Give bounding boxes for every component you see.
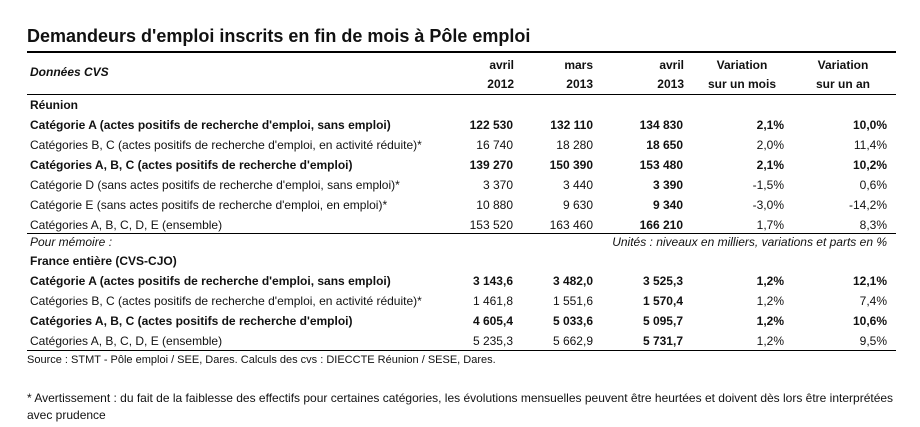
header-col-3: avril 2013 [657, 58, 684, 91]
row-label: Catégories A, B, C (actes positifs de recherche d'emploi) [30, 314, 353, 328]
row-value-1: 1 461,8 [472, 294, 513, 308]
row-value-5: 10,2% [852, 158, 887, 172]
table-row [30, 291, 890, 311]
table-row [30, 115, 890, 135]
row-value-3: 1 570,4 [642, 294, 683, 308]
row-value-3: 5 731,7 [642, 334, 683, 348]
row-value-5: 0,6% [859, 178, 887, 192]
row-value-5: 10,6% [852, 314, 887, 328]
section-title-france: France entière (CVS-CJO) [30, 254, 177, 268]
bottom-rule [27, 350, 896, 351]
row-value-4: 1,7% [756, 218, 784, 232]
table-row [30, 175, 890, 195]
row-value-4: 1,2% [756, 274, 784, 288]
table-row [30, 155, 890, 175]
warning-note: * Avertissement : du fait de la faiblesse des effectifs pour certaines catégories, les évolutions mensuelles peuvent être heurtées et doivent dès lors être interprétées avec prudence [27, 391, 894, 422]
row-value-4: 2,1% [756, 158, 784, 172]
row-value-4: 1,2% [756, 314, 784, 328]
table-row [30, 215, 890, 235]
source-line: Source : STMT - Pôle emploi / SEE, Dares. Calculs des cvs : DIECCTE Réunion / SESE, Dares. [27, 354, 496, 366]
row-value-2: 9 630 [562, 198, 593, 212]
row-value-2: 150 390 [549, 158, 593, 172]
row-label: Catégories A, B, C, D, E (ensemble) [30, 218, 223, 232]
row-value-3: 153 480 [639, 158, 683, 172]
reunion-block [30, 95, 890, 235]
header-col-2: mars 2013 [564, 58, 593, 91]
row-value-1: 139 270 [469, 158, 513, 172]
row-value-5: 11,4% [853, 138, 887, 152]
row-value-4: -3,0% [752, 198, 784, 212]
header-col-5: Variation sur un an [815, 58, 870, 91]
row-label: Catégories B, C (actes positifs de recherche d'emploi, en activité réduite)* [30, 294, 422, 308]
row-value-2: 18 280 [556, 138, 593, 152]
row-value-5: 7,4% [859, 294, 887, 308]
row-value-5: 9,5% [859, 334, 887, 348]
row-value-3: 5 095,7 [642, 314, 683, 328]
memo-label: Pour mémoire : [30, 235, 113, 249]
row-label: Catégorie E (sans actes positifs de recherche d'emploi, en emploi)* [30, 198, 388, 212]
table-row [30, 271, 890, 291]
row-value-5: 12,1% [852, 274, 887, 288]
row-value-3: 3 390 [652, 178, 683, 192]
table-row [30, 195, 890, 215]
top-rule [27, 51, 896, 53]
row-value-3: 3 525,3 [642, 274, 683, 288]
section-title-reunion: Réunion [30, 98, 78, 112]
row-value-3: 18 650 [646, 138, 683, 152]
row-value-5: 10,0% [852, 118, 887, 132]
row-label: Catégories A, B, C, D, E (ensemble) [30, 334, 223, 348]
table-title: Demandeurs d'emploi inscrits en fin de mois à Pôle emploi [27, 26, 531, 46]
row-value-3: 166 210 [639, 218, 683, 232]
row-value-1: 10 880 [476, 198, 513, 212]
row-label: Catégories A, B, C (actes positifs de recherche d'emploi) [30, 158, 353, 172]
row-value-1: 16 740 [476, 138, 513, 152]
row-value-4: 2,1% [756, 118, 784, 132]
row-value-2: 132 110 [550, 118, 593, 132]
row-value-2: 5 662,9 [552, 334, 593, 348]
row-value-5: 8,3% [859, 218, 887, 232]
header-col-4: Variation sur un mois [707, 58, 776, 91]
row-value-4: 1,2% [756, 294, 784, 308]
row-value-4: -1,5% [752, 178, 784, 192]
row-value-4: 1,2% [756, 334, 784, 348]
header-col-1: avril 2012 [487, 58, 514, 91]
table-row [30, 135, 890, 155]
row-label: Catégorie A (actes positifs de recherche d'emploi, sans emploi) [30, 118, 391, 132]
row-value-1: 5 235,3 [472, 334, 513, 348]
row-label: Catégories B, C (actes positifs de recherche d'emploi, en activité réduite)* [30, 138, 422, 152]
row-value-3: 134 830 [639, 118, 683, 132]
table-row [30, 311, 890, 331]
row-value-5: -14,2% [848, 198, 887, 212]
row-value-2: 163 460 [549, 218, 593, 232]
france-block [30, 251, 890, 351]
row-value-1: 153 520 [469, 218, 513, 232]
row-value-2: 1 551,6 [552, 294, 593, 308]
header-data-type: Données CVS [30, 65, 109, 79]
row-value-4: 2,0% [756, 138, 784, 152]
row-label: Catégorie D (sans actes positifs de recherche d'emploi, sans emploi)* [30, 178, 400, 192]
row-value-1: 3 143,6 [472, 274, 513, 288]
row-label: Catégorie A (actes positifs de recherche d'emploi, sans emploi) [30, 274, 391, 288]
units-note: Unités : niveaux en milliers, variations et parts en % [612, 235, 887, 249]
row-value-1: 4 605,4 [472, 314, 513, 328]
table-row [30, 331, 890, 351]
row-value-2: 5 033,6 [552, 314, 593, 328]
row-value-2: 3 440 [562, 178, 593, 192]
row-value-2: 3 482,0 [552, 274, 593, 288]
row-value-3: 9 340 [652, 198, 683, 212]
row-value-1: 122 530 [469, 118, 513, 132]
row-value-1: 3 370 [482, 178, 513, 192]
